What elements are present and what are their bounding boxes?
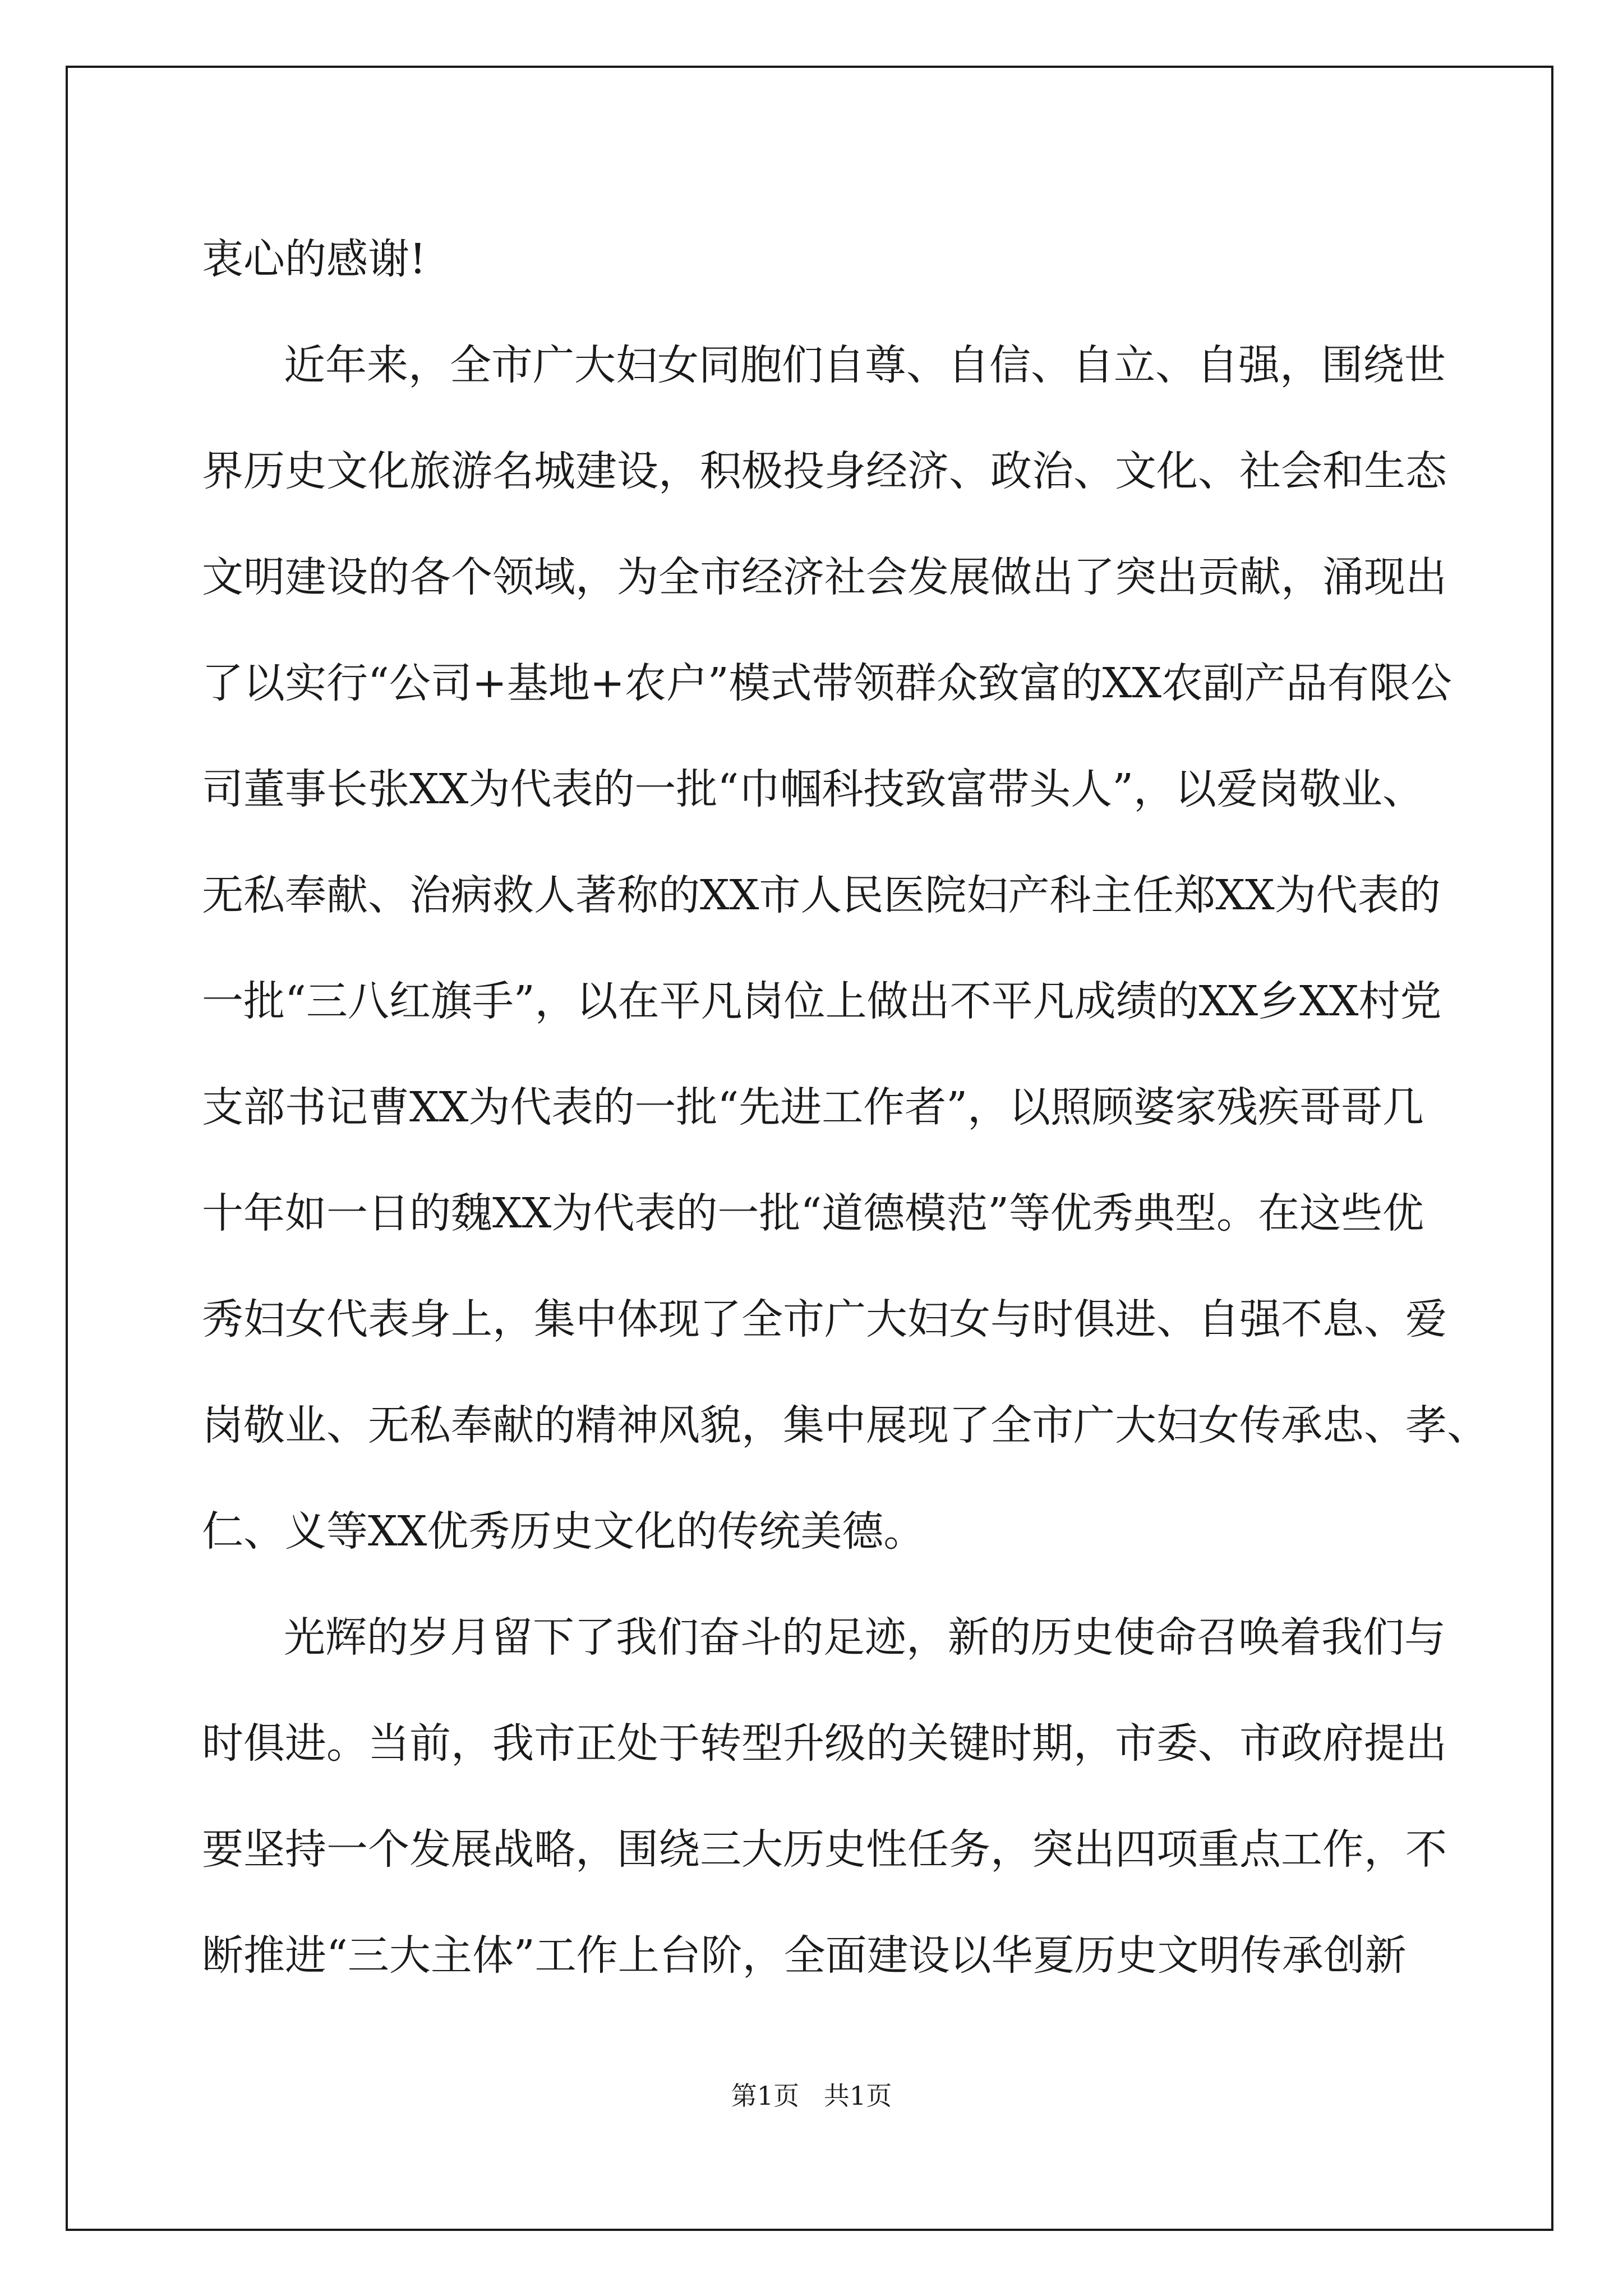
text-line: 支部书记曹XX为代表的一批“先进工作者”，以照顾婆家残疾哥哥几 — [202, 1083, 1424, 1131]
document-body — [202, 206, 1488, 2009]
text-line: 司董事长张XX为代表的一批“巾帼科技致富带头人”，以爱岗敬业、 — [202, 765, 1424, 813]
page-footer: 第1页 共1页 — [731, 2081, 892, 2111]
text-line: 衷心的感谢! — [202, 235, 426, 283]
text-line: 断推进“三大主体”工作上台阶，全面建设以华夏历史文明传承创新 — [202, 1931, 1407, 1980]
text-line: 仁、义等XX优秀历史文化的传统美德。 — [202, 1507, 925, 1556]
text-line: 界历史文化旅游名城建设，积极投身经济、政治、文化、社会和生态 — [202, 447, 1447, 495]
text-line: 一批“三八红旗手”，以在平凡岗位上做出不平凡成绩的XX乡XX村党 — [202, 977, 1442, 1025]
text-line: 近年来，全市广大妇女同胞们自尊、自信、自立、自强，围绕世 — [284, 341, 1446, 389]
text-line: 时俱进。当前，我市正处于转型升级的关键时期，市委、市政府提出 — [202, 1719, 1447, 1768]
text-line: 要坚持一个发展战略，围绕三大历史性任务，突出四项重点工作，不 — [202, 1825, 1447, 1874]
text-line: 文明建设的各个领域，为全市经济社会发展做出了突出贡献，涌现出 — [202, 553, 1447, 601]
text-line: 十年如一日的魏XX为代表的一批“道德模范”等优秀典型。在这些优 — [202, 1189, 1424, 1237]
text-line: 无私奉献、治病救人著称的XX市人民医院妇产科主任郑XX为代表的 — [202, 871, 1441, 919]
text-line: 光辉的岁月留下了我们奋斗的足迹，新的历史使命召唤着我们与 — [284, 1613, 1446, 1662]
text-line: 秀妇女代表身上，集中体现了全市广大妇女与时俱进、自强不息、爱 — [202, 1295, 1447, 1343]
text-line: 岗敬业、无私奉献的精神风貌，集中展现了全市广大妇女传承忠、孝、 — [202, 1401, 1488, 1450]
text-line: 了以实行“公司+基地+农户”模式带领群众致富的XX农副产品有限公 — [202, 659, 1453, 707]
